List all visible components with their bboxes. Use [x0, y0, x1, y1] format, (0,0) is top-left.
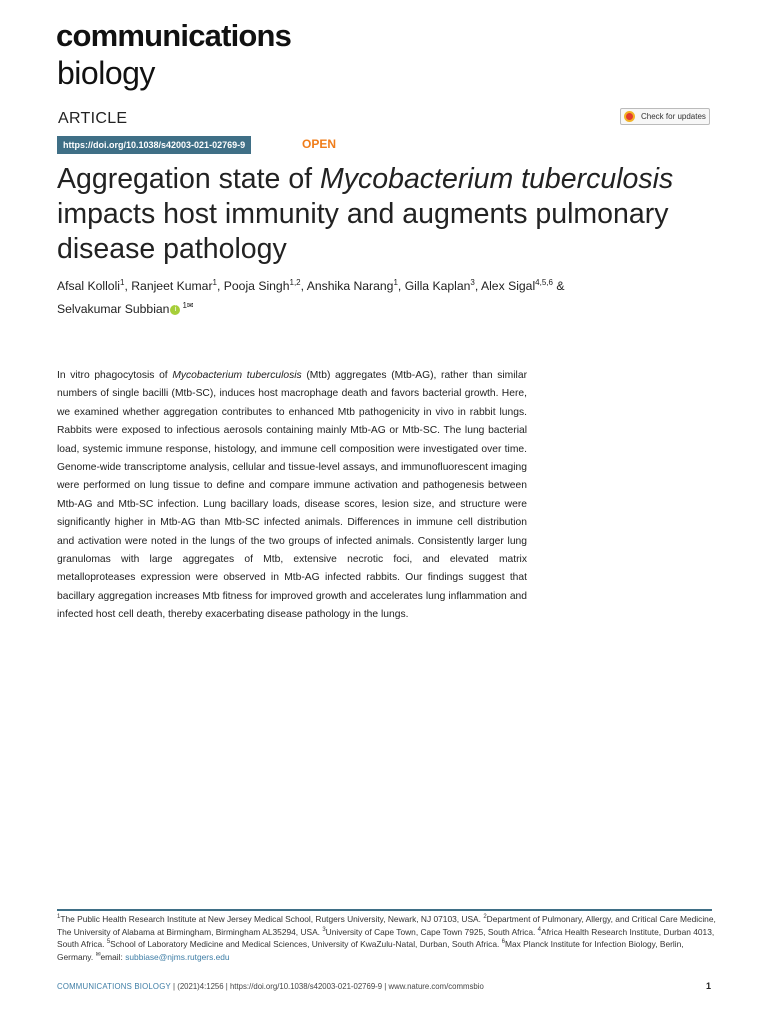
doi-link[interactable]: https://doi.org/10.1038/s42003-021-02769-9	[57, 136, 251, 154]
author-name[interactable]: Afsal Kolloli	[57, 279, 120, 293]
page-footer	[57, 982, 484, 991]
check-updates-button[interactable]	[620, 108, 710, 125]
crossmark-icon	[624, 111, 635, 122]
title-part2: impacts host immunity and augments pulmonary disease pathology	[57, 198, 669, 265]
author-list: Afsal Kolloli$^1$, Ranjeet Kumar$^1$, Pooja Singh$^{1,2}$, Anshika Narang$^1$, Gilla Kaplan$^3$, Alex Sigal$^{4,5,6}$ & Selvakumar Subbian i $^{1✉}$	[57, 277, 565, 316]
author-affiliation: 3	[470, 277, 475, 287]
title-italic: Mycobacterium tuberculosis	[320, 163, 674, 195]
footnote-divider	[57, 909, 712, 911]
author-affiliation: 1	[393, 277, 398, 287]
article-title	[57, 162, 747, 267]
author-name[interactable]: Gilla Kaplan	[404, 279, 471, 293]
author-affiliation: 4,5,6	[535, 277, 553, 287]
open-access-label: OPEN	[302, 137, 337, 151]
author-name[interactable]: Alex Sigal	[480, 279, 536, 293]
author-name[interactable]: Ranjeet Kumar	[131, 279, 213, 293]
author-affiliation: 1✉	[182, 300, 194, 310]
orcid-icon[interactable]: i	[170, 305, 180, 315]
check-updates-label: Check for updates	[641, 112, 706, 121]
author-affiliation: 1,2	[289, 277, 301, 287]
title-part1: Aggregation state of	[57, 163, 321, 195]
author-affiliation: 1	[120, 277, 125, 287]
email-link[interactable]: subbiase@njms.rutgers.edu	[125, 952, 230, 963]
author-name[interactable]: Pooja Singh	[223, 279, 290, 293]
author-name[interactable]: Selvakumar Subbian	[57, 302, 170, 316]
email-icon: ✉	[95, 952, 101, 959]
author-name[interactable]: Anshika Narang	[306, 279, 394, 293]
article-type: ARTICLE	[58, 110, 128, 127]
affiliations: $^1$The Public Health Research Institute at New Jersey Medical School, Rutgers University, Newark, NJ 07103, USA. $^2$Department of Pulmonary, Allergy, and Critical Care Medicine, The University of Alabama at Birmingham, Birmingham AL35294, USA. $^3$University of Cape Town, Cape Town 7925, South Africa. $^4$Africa Health Research Institute, Durban 4013, South Africa. $^5$School of Laboratory Medicine and Medical Sciences, University of KwaZulu-Natal, Durban, South Africa. $^6$Max Planck Institute for Infection Biology, Berlin, Germany. ✉email: subbiase@njms.rutgers.edu	[57, 914, 716, 963]
footer-journal[interactable]: COMMUNICATIONS BIOLOGY	[57, 982, 171, 991]
footer-citation: | (2021)4:1256 | https://doi.org/10.1038/s42003-021-02769-9 | www.nature.com/commsbio	[170, 982, 484, 991]
author-affiliation: 1	[212, 277, 217, 287]
journal-name-line1: communications	[56, 18, 292, 53]
abstract: In vitro phagocytosis of Mycobacterium tuberculosis (Mtb) aggregates (Mtb-AG), rather than similar numbers of single bacilli (Mtb-SC), induces host macrophage death and favors bacterial growth. Here, we examined whether aggregation contributes to enhanced Mtb pathogenicity in vivo in rabbit lungs. Rabbits were exposed to infectious aerosols containing mainly Mtb-AG or Mtb-SC. The lung bacterial load, systemic immune response, histology, and immune cell composition were investigated over time. Genome-wide transcriptome analysis, cellular and tissue-level assays, and immunofluorescent imaging were performed on lung tissue to define and compare immune activation and pathogenesis between Mtb-AG and Mtb-SC infection. Lung bacillary loads, disease scores, lesion size, and structure were significantly higher in Mtb-AG than Mtb-SC infected animals. Differences in immune cell distribution and activation were noted in the lungs of the two groups of infected animals. Consistently larger lung granulomas with large aggregates of Mtb, extensive necrotic foci, and elevated matrix metalloproteases expression were observed in Mtb-AG infected rabbits. Our findings suggest that bacillary aggregation increases Mtb fitness for improved growth and accelerates lung inflammation and infected host cell death, thereby exacerbating disease pathology in the lungs.	[57, 370, 527, 621]
journal-name-line2: biology	[57, 55, 155, 91]
page-number: 1	[706, 981, 712, 991]
